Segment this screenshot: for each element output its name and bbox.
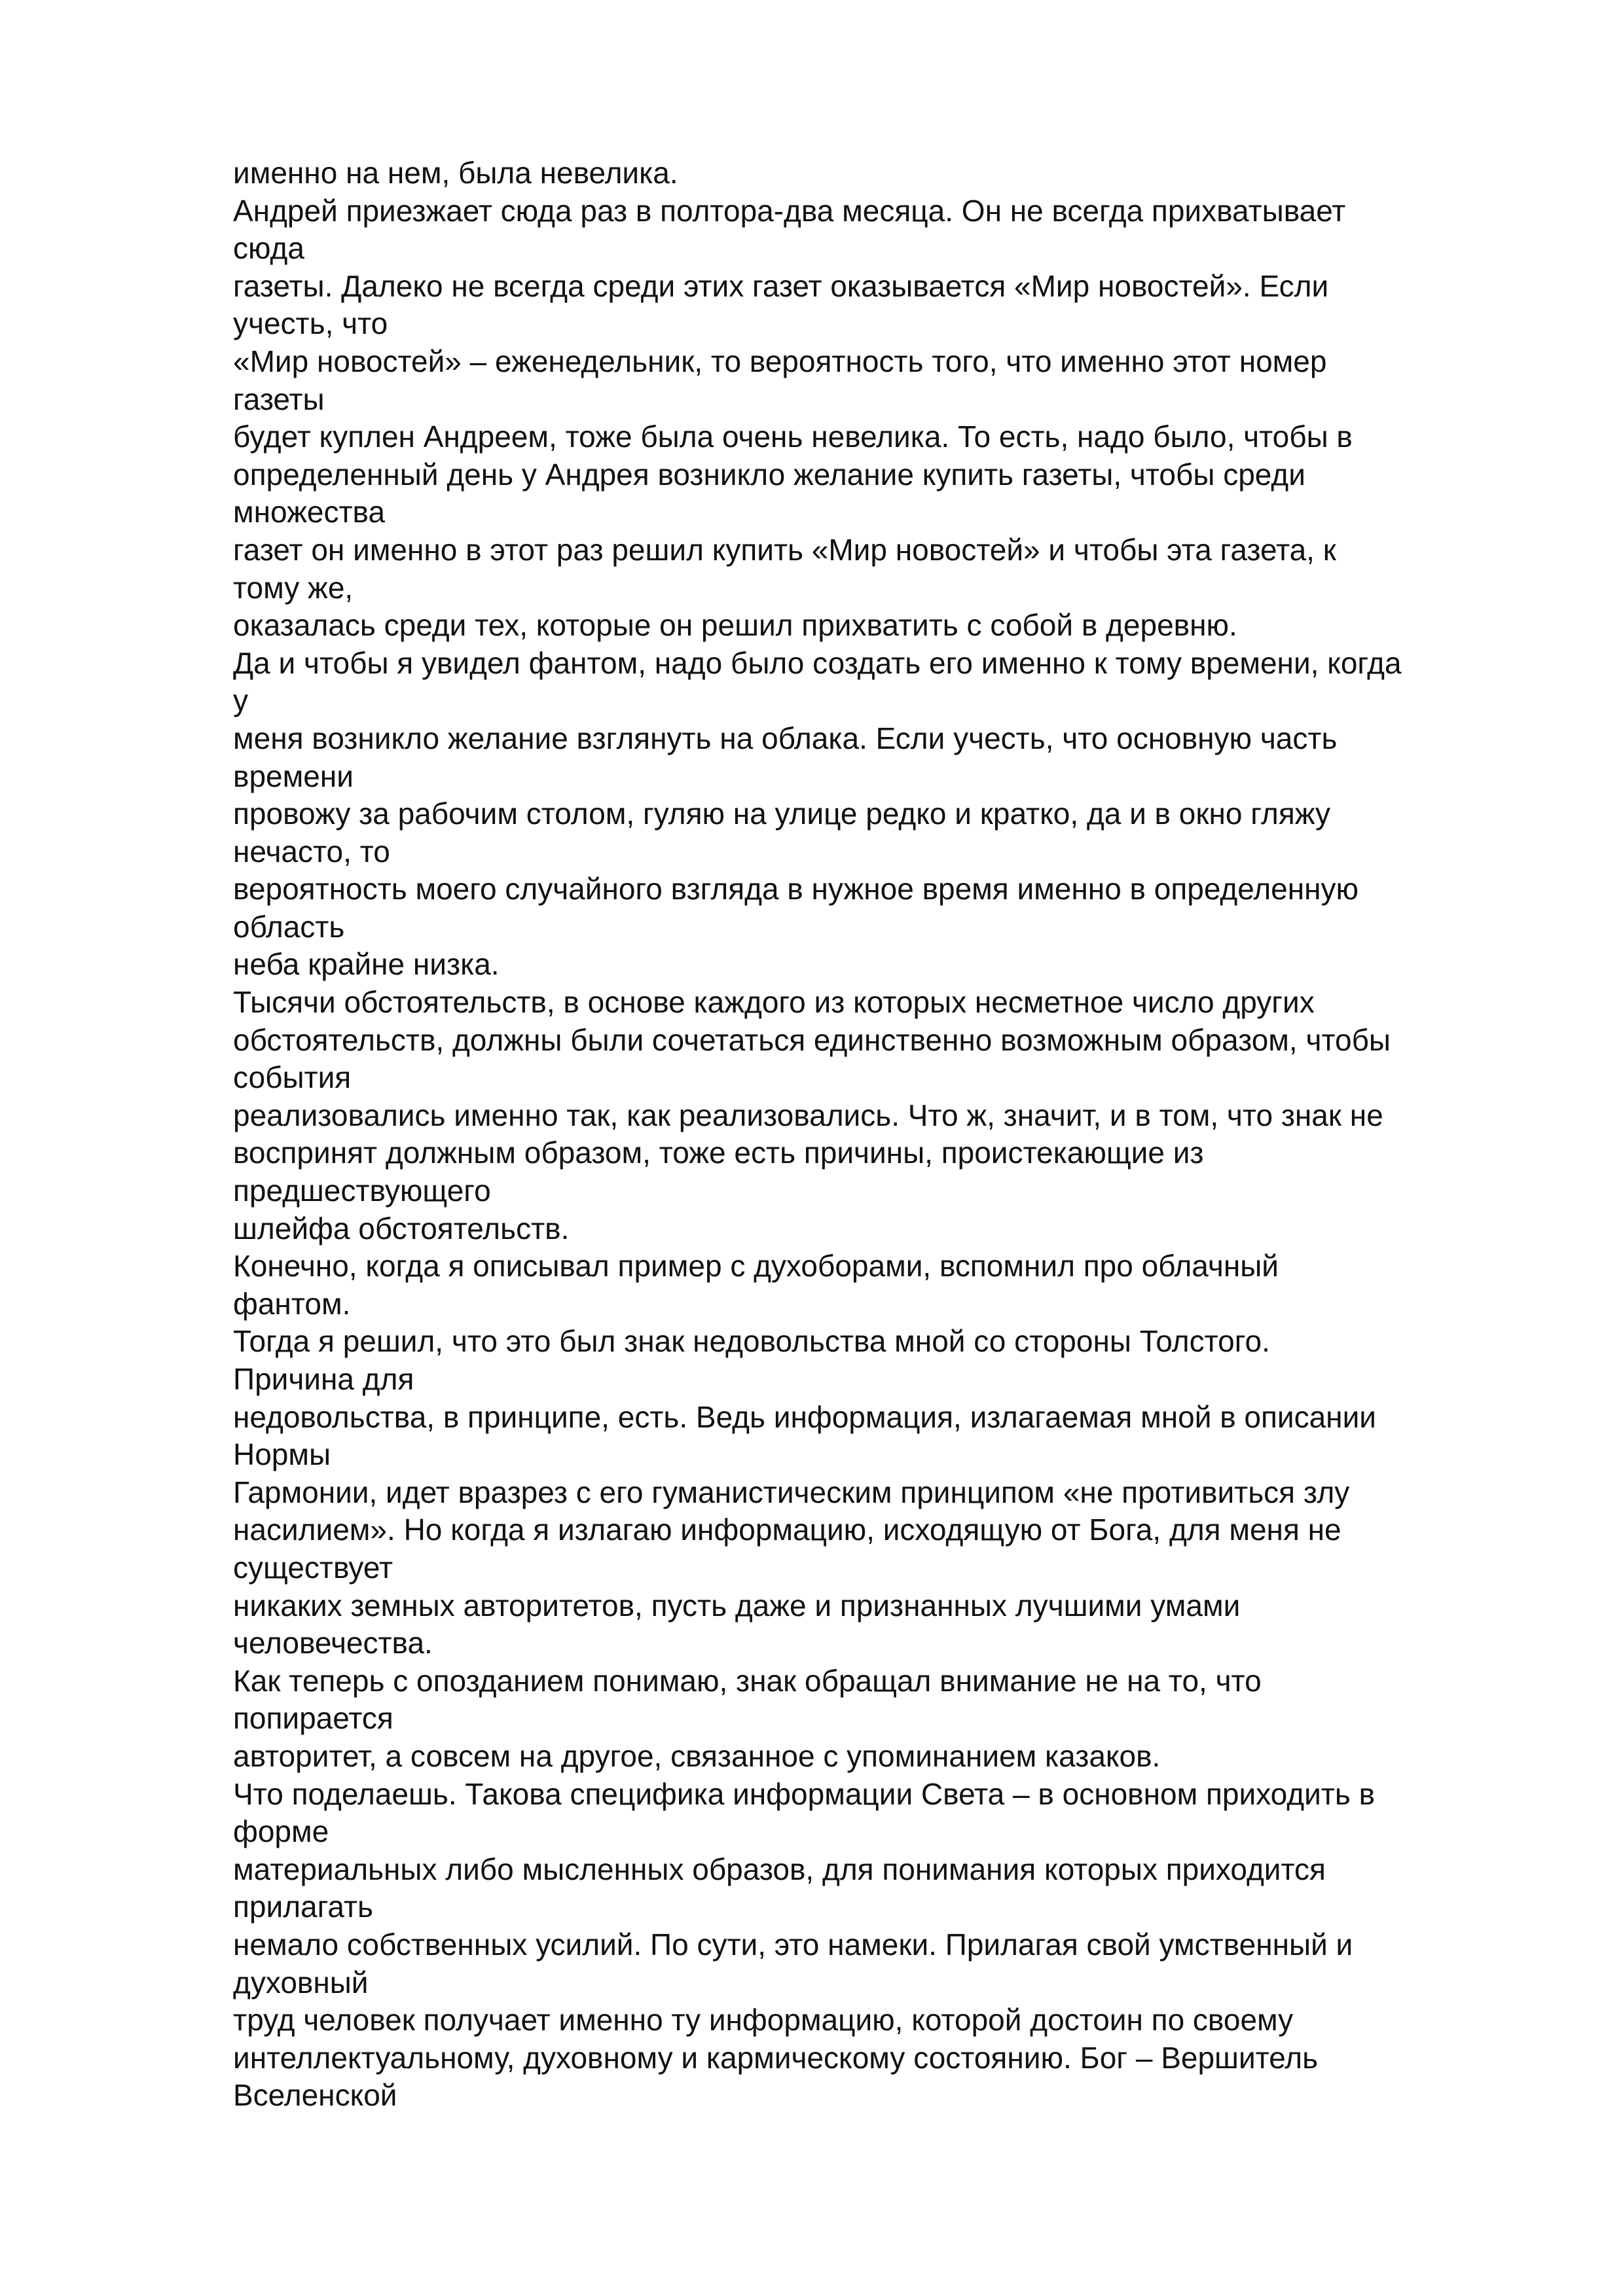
text-line: духовный <box>233 1965 369 2000</box>
text-line: сюда <box>233 231 304 266</box>
text-line: Да и чтобы я увидел фантом, надо было создать его именно к тому времени, когда <box>233 645 1402 680</box>
text-line: провожу за рабочим столом, гуляю на улице редко и кратко, да и в окно гляжу <box>233 797 1331 831</box>
text-line: интеллектуальному, духовному и кармическому состоянию. Бог – Вершитель <box>233 2040 1319 2075</box>
text-line: обстоятельств, должны были сочетаться единственно возможным образом, чтобы <box>233 1022 1391 1057</box>
text-line: «Мир новостей» – еженедельник, то вероятность того, что именно этот номер <box>233 344 1327 378</box>
text-line: будет куплен Андреем, тоже была очень невелика. То есть, надо было, чтобы в <box>233 420 1353 454</box>
text-line: Нормы <box>233 1437 331 1472</box>
text-line: немало собственных усилий. По сути, это намеки. Прилагая свой умственный и <box>233 1927 1353 1962</box>
text-line: Как теперь с опозданием понимаю, знак обращал внимание не на то, что <box>233 1663 1262 1698</box>
text-line: попирается <box>233 1701 393 1736</box>
text-line: Конечно, когда я описывал пример с духоборами, вспомнил про облачный <box>233 1249 1279 1283</box>
text-line: нечасто, то <box>233 834 390 869</box>
text-line: область <box>233 909 345 944</box>
text-line: множества <box>233 495 386 529</box>
text-line: фантом. <box>233 1286 351 1321</box>
text-line: у <box>233 683 248 718</box>
text-line: существует <box>233 1550 393 1585</box>
text-line: материальных либо мысленных образов, для понимания которых приходится <box>233 1852 1326 1886</box>
text-line: насилием». Но когда я излагаю информацию, исходящую от Бога, для меня не <box>233 1513 1341 1547</box>
text-line: никаких земных авторитетов, пусть даже и признанных лучшими умами <box>233 1588 1241 1623</box>
body-text <box>233 154 1542 2115</box>
text-line: газеты. Далеко не всегда среди этих газет оказывается «Мир новостей». Если <box>233 268 1329 303</box>
text-line: Вселенской <box>233 2078 397 2113</box>
text-line: именно на нем, была невелика. <box>233 156 678 190</box>
text-line: Тогда я решил, что это был знак недовольства мной со стороны Толстого. <box>233 1324 1270 1359</box>
text-line: недовольства, в принципе, есть. Ведь информация, излагаемая мной в описании <box>233 1399 1376 1434</box>
text-line: события <box>233 1060 352 1095</box>
text-line: оказалась среди тех, которые он решил прихватить с собой в деревню. <box>233 608 1237 643</box>
text-line: неба крайне низка. <box>233 947 500 982</box>
text-line: вероятность моего случайного взгляда в нужное время именно в определенную <box>233 872 1359 906</box>
text-line: газет он именно в этот раз решил купить «Мир новостей» и чтобы эта газета, к <box>233 532 1336 567</box>
text-line: шлейфа обстоятельств. <box>233 1211 570 1246</box>
text-line: меня возникло желание взглянуть на облака. Если учесть, что основную часть <box>233 721 1338 755</box>
text-line: Что поделаешь. Такова специфика информации Света – в основном приходить в <box>233 1776 1376 1811</box>
text-line: тому же, <box>233 570 354 605</box>
text-line: воспринят должным образом, тоже есть причины, проистекающие из <box>233 1136 1204 1170</box>
text-line: форме <box>233 1814 329 1849</box>
text-line: учесть, что <box>233 306 388 341</box>
text-line: времени <box>233 759 354 793</box>
text-line: Тысячи обстоятельств, в основе каждого из которых несметное число других <box>233 985 1315 1020</box>
text-line: Гармонии, идет вразрез с его гуманистическим принципом «не противиться злу <box>233 1475 1350 1509</box>
text-line: предшествующего <box>233 1174 491 1208</box>
text-line: авторитет, а совсем на другое, связанное с упоминанием казаков. <box>233 1738 1161 1773</box>
text-line: Андрей приезжает сюда раз в полтора-два месяца. Он не всегда прихватывает <box>233 193 1346 228</box>
text-line: Причина для <box>233 1362 414 1396</box>
text-line: прилагать <box>233 1890 373 1924</box>
text-line: человечества. <box>233 1626 433 1660</box>
text-line: реализовались именно так, как реализовались. Что ж, значит, и в том, что знак не <box>233 1098 1383 1132</box>
text-line: газеты <box>233 382 325 416</box>
text-line: труд человек получает именно ту информацию, которой достоин по своему <box>233 2003 1294 2037</box>
text-line: определенный день у Андрея возникло желание купить газеты, чтобы среди <box>233 457 1305 492</box>
